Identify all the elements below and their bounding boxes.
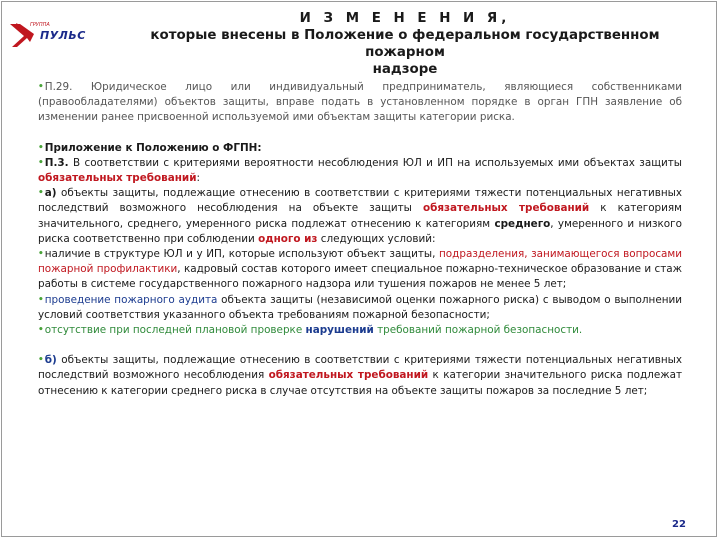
item-a-text-4: следующих условий: <box>317 232 436 245</box>
item-a-text-2: к категориям значительного, среднего, умеренного риска подлежат отнесению к категориям <box>38 202 682 230</box>
item-a-highlight: обязательных требований <box>422 202 590 215</box>
p3-number: П.3. <box>44 156 69 169</box>
item-b-label: б) <box>44 354 57 367</box>
logo-brand-text: ПУЛЬС <box>40 29 86 42</box>
bullet-icon: • <box>38 249 44 260</box>
condition-1-paragraph <box>38 247 682 293</box>
p29-text: П.29. Юридическое лицо или индивидуальный предприниматель, являющиеся собственниками (правообладателями) объектов защиты, вправе подать в установленном порядке в орган ГПН заявление об изменении ранее присвоенной используемой ими объектам защиты категории риска. <box>38 81 682 124</box>
title-line-1: И З М Е Н Е Н И Я, <box>299 11 511 26</box>
item-b-paragraph <box>38 353 682 399</box>
p29-paragraph <box>38 80 682 126</box>
item-a-text-3: , умеренного и низкого риска соответственно при соблюдении <box>38 217 682 245</box>
condition-3-text-2: требований пожарной безопасности. <box>373 324 583 337</box>
title-line-2: которые внесены в Положение о федеральном государственном пожарном <box>150 28 660 60</box>
bullet-icon: • <box>38 325 44 336</box>
item-a-label: а) <box>44 187 57 200</box>
p3-paragraph <box>38 156 682 186</box>
item-b-text-2: к категории значительного риска подлежат отнесению к категории среднего риска в случае отсутствия на объекте защиты пожаров за последние 5 лет; <box>38 369 682 397</box>
p3-text: В соответствии с критериями вероятности несоблюдения ЮЛ и ИП на используемых ими объектах защиты <box>68 156 682 169</box>
condition-1-text-2: , кадровый состав которого имеет специальное пожарно-техническое образование и стаж работы в системе государственного пожарного надзора или тушения пожаров не менее 5 лет; <box>38 263 682 291</box>
p3-highlight: обязательных требований <box>38 172 197 185</box>
spacer <box>38 126 682 141</box>
item-b-highlight: обязательных требований <box>268 369 429 382</box>
company-logo <box>8 20 94 50</box>
condition-2-highlight: проведение пожарного аудита <box>44 293 218 306</box>
bullet-icon: • <box>38 157 44 168</box>
logo-small-text: ГРУППА <box>30 22 50 28</box>
condition-1-highlight: подразделения, занимающегося вопросами пожарной профилактики <box>38 248 682 276</box>
condition-3-paragraph <box>38 323 682 338</box>
bullet-icon: • <box>38 355 44 366</box>
item-a-highlight-2: одного из <box>258 232 318 245</box>
condition-1-text-1: наличие в структуре ЮЛ и у ИП, которые используют объект защиты, <box>44 248 440 261</box>
appendix-heading <box>38 141 682 156</box>
bullet-icon: • <box>38 188 44 199</box>
p3-end: : <box>196 172 201 185</box>
appendix-heading-text: Приложение к Положению о ФГПН: <box>44 141 262 154</box>
condition-3-bold: нарушений <box>305 324 374 337</box>
slide-title <box>110 10 700 78</box>
bullet-icon: • <box>38 294 44 305</box>
item-a-bold: среднего <box>494 217 551 230</box>
slide-body <box>38 80 682 399</box>
spacer <box>38 338 682 353</box>
title-line-3: надзоре <box>372 62 438 77</box>
item-a-text-1: объекты защиты, подлежащие отнесению в соответствии с критериями тяжести потенциальных негативных последствий возможного несоблюдения на объекте защиты <box>38 187 682 215</box>
bullet-icon: • <box>38 142 44 153</box>
condition-2-paragraph <box>38 293 682 323</box>
item-a-paragraph <box>38 186 682 247</box>
page-number: 22 <box>672 519 686 530</box>
bullet-icon: • <box>38 82 44 92</box>
condition-3-text-1: отсутствие при последней плановой проверке <box>44 324 306 337</box>
condition-2-text: объекта защиты (независимой оценки пожарного риска) с выводом о выполнении условий соответствия указанного объекта требованиям пожарной безопасности; <box>38 293 683 321</box>
item-b-text-1: объекты защиты, подлежащие отнесению в соответствии с критериями тяжести потенциальных негативных последствий возможного несоблюдения <box>38 354 682 382</box>
